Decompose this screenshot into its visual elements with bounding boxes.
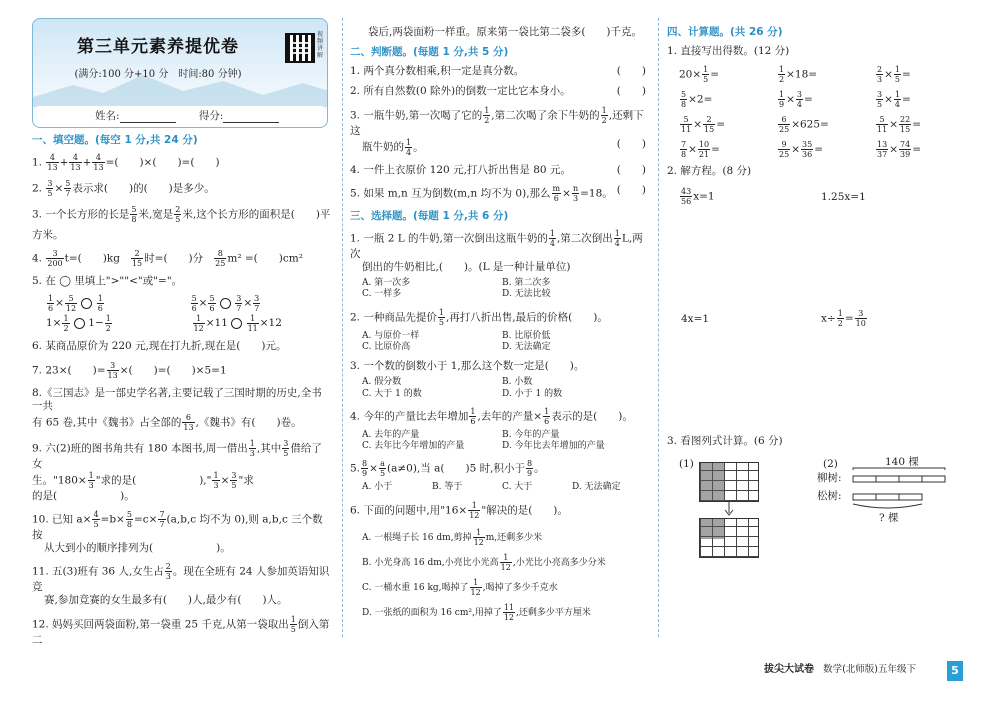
fill-q3: 3. 一个长方形的长是 $\frac{5}{8}$ 米,宽是 $\frac{2}{5}$ 米,这个长方形的面积是( )平 方米。	[32, 205, 331, 242]
judge-q2: 2. 所有自然数(0 除外)的倒数一定比它本身小。 ( )	[350, 85, 646, 98]
calc-q3: 3. 看图列式计算。(6 分)	[667, 435, 783, 448]
calc-item[interactable]: 20× $\frac{1}{5}$ =	[679, 65, 720, 85]
name-label: 姓名:	[95, 110, 120, 122]
compare-circle[interactable]	[81, 298, 92, 309]
column-right	[667, 26, 967, 566]
answer-paren[interactable]: ( )	[616, 183, 646, 196]
calc-item[interactable]: $\frac{1}{2}$ ×18=	[779, 65, 818, 85]
option-d[interactable]: D. 无法确定	[572, 482, 621, 493]
calc-item[interactable]: $\frac{5}{11}$ × $\frac{2}{15}$ =	[681, 115, 725, 135]
title-box	[32, 18, 328, 128]
figure-area	[667, 456, 967, 566]
willow-label: 柳树:	[817, 471, 842, 484]
calc-item[interactable]: $\frac{9}{25}$ × $\frac{35}{36}$ =	[779, 140, 823, 160]
down-arrow-icon	[721, 502, 737, 516]
column-divider	[658, 18, 659, 637]
option-b[interactable]: B. 第二次多	[502, 278, 551, 289]
fill-q2: 2. $\frac{3}{5}$ × $\frac{5}{7}$ 表示求( )的( )是多少。	[32, 179, 215, 199]
calc-item[interactable]: $\frac{3}{5}$ × $\frac{1}{4}$ =	[877, 90, 911, 110]
compare-circle[interactable]	[74, 318, 85, 329]
option-c[interactable]: C. 去年比今年增加的产量	[362, 441, 465, 451]
option-d[interactable]: D. 一张纸的面积为 16 cm²,用掉了 $\frac{11}{12}$ ,还剩多少平方厘米	[362, 602, 591, 622]
option-a[interactable]: A. 一根绳子长 16 dm,剪掉 $\frac{1}{12}$ m,还剩多少米	[362, 527, 543, 547]
footer-brand: 拔尖大试卷	[764, 664, 814, 675]
column-left	[32, 18, 332, 654]
option-c[interactable]: C. 比原价高	[362, 341, 411, 352]
qr-label: 视频讲解	[317, 31, 324, 59]
footer-subject: 数学(北师版)五年级下	[823, 664, 916, 675]
calc-q1: 1. 直接写出得数。(12 分)	[667, 45, 790, 58]
option-c[interactable]: C. 大于 1 的数	[362, 388, 422, 399]
section-calc-heading: 四、计算题。(共 26 分)	[667, 26, 783, 38]
judge-q3: 3. 一瓶牛奶,第一次喝了它的 $\frac{1}{2}$ ,第二次喝了余下牛奶的 $\frac{1}{2}$ ,还剩下这 瓶牛奶的 $\frac{1}{4}$ 。 ( )	[350, 105, 646, 157]
segment-diagram	[849, 464, 949, 518]
column-divider	[342, 18, 343, 637]
choice-q4: 4. 今年的产量比去年增加 $\frac{1}{6}$ ,去年的产量× $\frac{1}{6}$ 表示的是( )。 A. 去年的产量 B. 今年的产量 C. 去年比今年增加的产量 D. 今年比去年增加的产量	[350, 407, 650, 453]
score-field[interactable]	[223, 113, 279, 123]
option-d[interactable]: D. 今年比去年增加的产量	[502, 441, 605, 451]
choice-q3: 3. 一个数的倒数小于 1,那么这个数一定是( )。 A. 假分数 B. 小数 C. 大于 1 的数 D. 小于 1 的数	[350, 360, 650, 400]
equation-1[interactable]: $\frac{43}{56}$ x=1	[681, 187, 715, 207]
direct-calc-grid	[667, 65, 967, 159]
column-middle	[350, 26, 650, 633]
option-a[interactable]: A. 小于	[362, 482, 393, 493]
qr-code-icon[interactable]	[285, 33, 315, 63]
option-d[interactable]: D. 无法确定	[502, 341, 551, 352]
choice-q6: 6. 下面的问题中,用"16× $\frac{1}{12}$ "解决的是( )。 A. 一根绳子长 16 dm,剪掉 $\frac{1}{12}$ m,还剩多少米 B. 小光身高 16 dm,小亮比小光高 $\frac{1}{12}$ ,小光比小亮高多少分米 C. 一桶水重 16 kg,喝掉了 $\frac{1}{12}$ ,喝掉了多少千克水 D. 一张纸的面积为 16 cm²,用掉了 $\frac{11}{12}$ ,还剩多少平方厘米	[350, 501, 650, 626]
calc-item[interactable]: $\frac{2}{3}$ × $\frac{1}{5}$ =	[877, 65, 911, 85]
judge-q4: 4. 一件上衣原价 120 元,打八折出售是 80 元。 ( )	[350, 163, 646, 176]
judge-q5: 5. 如果 m,n 互为倒数(m,n 均不为 0),那么 $\frac{m}{6}$ × $\frac{n}{3}$ =18。 ( )	[350, 183, 646, 203]
footer	[764, 664, 916, 677]
equation-4[interactable]: x÷ $\frac{1}{2}$ = $\frac{3}{10}$	[821, 309, 866, 329]
answer-paren[interactable]: ( )	[616, 65, 646, 78]
judge-q1: 1. 两个真分数相乘,积一定是真分数。 ( )	[350, 65, 646, 78]
option-b[interactable]: B. 小数	[502, 377, 533, 388]
fill-q9: 9. 六(2)班的图书角共有 180 本图书,周一借出 $\frac{1}{3}$ ,其中 $\frac{3}{5}$ 借给了女 生。"180× $\frac{1}{3}$ "求的是( )," $\frac{1}{3}$ × $\frac{3}{5}$ "求 的是( )。	[32, 438, 322, 502]
name-score-bar	[37, 105, 323, 125]
page-subtitle: (满分:100 分+10 分 时间:80 分钟)	[74, 69, 242, 80]
option-a[interactable]: A. 与原价一样	[362, 330, 420, 341]
compare-circle[interactable]	[231, 318, 242, 329]
answer-paren[interactable]: ( )	[616, 137, 646, 150]
option-a[interactable]: A. 假分数	[362, 377, 402, 388]
calc-q2: 2. 解方程。(8 分)	[667, 165, 752, 178]
option-d[interactable]: D. 无法比较	[502, 289, 551, 300]
calc-item[interactable]: $\frac{5}{11}$ × $\frac{22}{15}$ =	[877, 115, 921, 135]
calc-item[interactable]: $\frac{5}{8}$ ×2=	[681, 90, 713, 110]
figure-2-label: (2)	[823, 457, 838, 470]
option-c[interactable]: C. 大于	[502, 482, 533, 493]
page-title: 第三单元素养提优卷	[77, 37, 239, 57]
option-b[interactable]: B. 今年的产量	[502, 429, 560, 440]
page-number: 5	[947, 661, 963, 681]
compare-circle[interactable]	[220, 298, 231, 309]
fill-q4: 4. $\frac{3}{200}$ t=( )kg $\frac{2}{15}$ 时=( )分 $\frac{8}{25}$ m² =( )cm²	[32, 249, 303, 269]
calc-item[interactable]: $\frac{7}{8}$ × $\frac{10}{21}$ =	[681, 140, 720, 160]
answer-paren[interactable]: ( )	[616, 163, 646, 176]
calc-item[interactable]: $\frac{6}{25}$ ×625=	[779, 115, 829, 135]
equation-3[interactable]: 4x=1	[681, 313, 710, 326]
fill-q7: 7. 23×( )= $\frac{3}{13}$ ×( )=( )×5=1	[32, 360, 227, 380]
area-grid-bottom	[699, 518, 759, 558]
option-b[interactable]: B. 等于	[432, 482, 463, 493]
option-a[interactable]: A. 去年的产量	[362, 429, 420, 440]
score-label: 得分:	[198, 110, 224, 122]
fill-q5: 5. 在 ◯ 里填上">""<"或"="。 $\frac{1}{6}$ × $\frac{5}{12}$ $\frac{1}{6}$ $\frac{5}{6}$ × $\frac{5}{6}$ $\frac{3}{7}$ × $\frac{3}{7}$ 1× $\frac{1}{2}$ 1− $\frac{1}{2}$ $\frac{1}{12}$ ×11 $\frac{1}{11}$ ×12	[32, 275, 282, 333]
calc-item[interactable]: $\frac{1}{9}$ × $\frac{3}{4}$ =	[779, 90, 813, 110]
section-judge-heading: 二、判断题。(每题 1 分,共 5 分)	[350, 46, 509, 59]
figure-1-label: (1)	[679, 457, 694, 470]
equation-2[interactable]: 1.25x=1	[821, 191, 866, 204]
name-field[interactable]	[120, 113, 176, 123]
section-fill-heading: 一、填空题。(每空 1 分,共 24 分)	[32, 134, 198, 146]
area-grid-top	[699, 462, 759, 502]
pine-unknown-label: ? 棵	[879, 511, 899, 524]
option-b[interactable]: B. 小光身高 16 dm,小亮比小光高 $\frac{1}{12}$ ,小光比小亮高多少分米	[362, 552, 606, 572]
equations-area	[667, 185, 967, 435]
option-d[interactable]: D. 小于 1 的数	[502, 388, 563, 399]
fill-q6: 6. 某商品原价为 220 元,现在打九折,现在是( )元。	[32, 340, 287, 353]
fill-q1: 1. $\frac{4}{13}$ + $\frac{4}{13}$ + $\frac{4}{13}$ =( )×( )=( )	[32, 153, 220, 173]
fill-q10: 10. 已知 a× $\frac{4}{5}$ =b× $\frac{5}{8}$ =c× $\frac{7}{7}$ (a,b,c 均不为 0),则 a,b,c 三个数按 从大到小的顺序排列为( )。	[32, 510, 323, 555]
section-choice-heading: 三、选择题。(每题 1 分,共 6 分)	[350, 209, 509, 222]
option-c[interactable]: C. 一桶水重 16 kg,喝掉了 $\frac{1}{12}$ ,喝掉了多少千克水	[362, 577, 558, 597]
calc-item[interactable]: $\frac{13}{37}$ × $\frac{74}{39}$ =	[877, 140, 921, 160]
fill-q11: 11. 五(3)班有 36 人,女生占 $\frac{2}{3}$ 。现在全班有 24 人参加英语知识竞 赛,参加竞赛的女生最多有( )人,最少有( )人。	[32, 562, 330, 607]
choice-q2: 2. 一种商品先提价 $\frac{1}{5}$ ,再打八折出售,最后的价格( )。 A. 与原价一样 B. 比原价低 C. 比原价高 D. 无法确定	[350, 308, 650, 354]
pine-label: 松树:	[817, 489, 842, 502]
option-c[interactable]: C. 一样多	[362, 289, 402, 300]
choice-q5: 5. $\frac{8}{9}$ × $\frac{a}{5}$ (a≠0),当 a( )5 时,积小于 $\frac{8}{9}$ 。 A. 小于 B. 等于 C. 大于 D. 无法确定	[350, 459, 621, 493]
option-b[interactable]: B. 比原价低	[502, 330, 551, 341]
answer-paren[interactable]: ( )	[616, 85, 646, 98]
willow-count-label: 140 棵	[885, 455, 919, 468]
option-a[interactable]: A. 第一次多	[362, 278, 411, 289]
fill-q12: 12. 妈妈买回两袋面粉,第一袋重 25 千克,从第一袋取出 $\frac{1}{5}$ 倒入第二	[32, 614, 330, 646]
choice-q1: 1. 一瓶 2 L 的牛奶,第一次倒出这瓶牛奶的 $\frac{1}{4}$ ,第二次倒出 $\frac{1}{4}$ L,两次 倒出的牛奶相比,( )。(L 是一种计量单位) A. 第一次多 B. 第二次多 C. 一样多 D. 无法比较	[350, 228, 643, 300]
fill-q12-cont: 袋后,两袋面粉一样重。原来第一袋比第二袋多( )千克。	[368, 26, 643, 38]
fill-q8: 8.《三国志》是一部史学名著,主要记载了三国时期的历史,全书一共 有 65 卷,其中《魏书》占全部的 $\frac{6}{13}$ ,《魏书》有( )卷。	[32, 386, 322, 432]
